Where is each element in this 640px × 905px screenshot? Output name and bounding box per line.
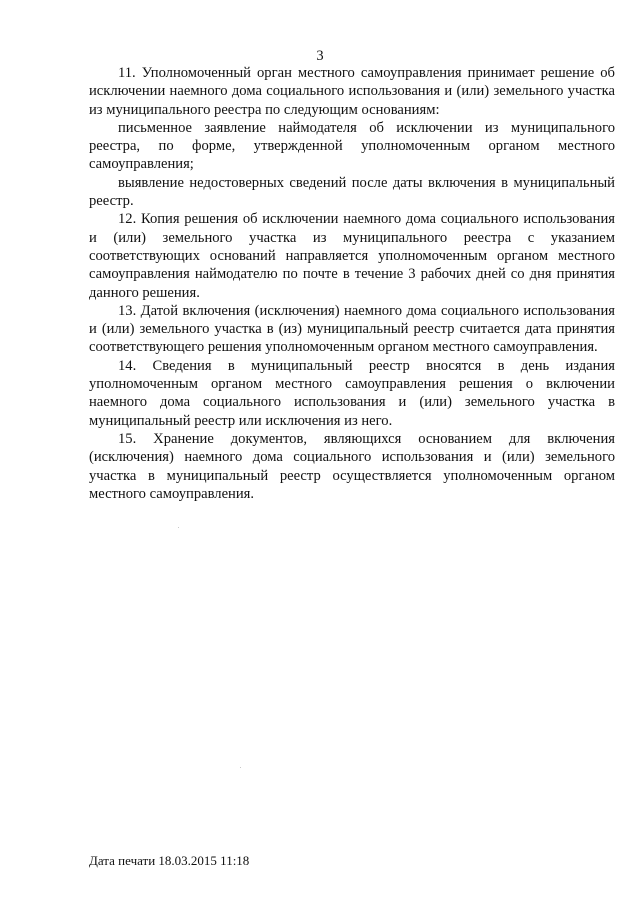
paragraph-12: 12. Копия решения об исключении наемного дома социального использования и (или) земельного участка из муниципального реестра с указанием соответствующих оснований направляется уполномоченным органом местного самоуправления наймодателю по почте в течение 3 рабочих дней со дня принятия данного решения.: [89, 211, 615, 301]
document-body: [89, 64, 615, 503]
page-number: 3: [316, 48, 324, 64]
scan-speck: [240, 767, 241, 768]
scan-speck: [178, 527, 179, 528]
paragraph-15: 15. Хранение документов, являющихся основанием для включения (исключения) наемного дома социального использования и (или) земельного участка в муниципальный реестр осуществляется уполномоченным органом местного самоуправления.: [89, 430, 615, 502]
print-date: Дата печати 18.03.2015 11:18: [89, 853, 250, 868]
paragraph-11-ground-2: выявление недостоверных сведений после даты включения в муниципальный реестр.: [89, 174, 615, 210]
paragraph-14: 14. Сведения в муниципальный реестр вносятся в день издания уполномоченным органом местного самоуправления решения о включении наемного дома социального использования и (или) земельного участка в муниципальный реестр или исключения из него.: [89, 357, 615, 429]
paragraph-13: 13. Датой включения (исключения) наемного дома социального использования и (или) земельного участка в (из) муниципальный реестр считается дата принятия соответствующего решения уполномоченным органом местного самоуправления.: [89, 302, 615, 356]
paragraph-11-ground-1: письменное заявление наймодателя об исключении из муниципального реестра, по форме, утвержденной уполномоченным органом местного самоуправления;: [89, 119, 615, 173]
paragraph-11: 11. Уполномоченный орган местного самоуправления принимает решение об исключении наемного дома социального использования и (или) земельного участка из муниципального реестра по следующим основаниям:: [89, 65, 615, 118]
